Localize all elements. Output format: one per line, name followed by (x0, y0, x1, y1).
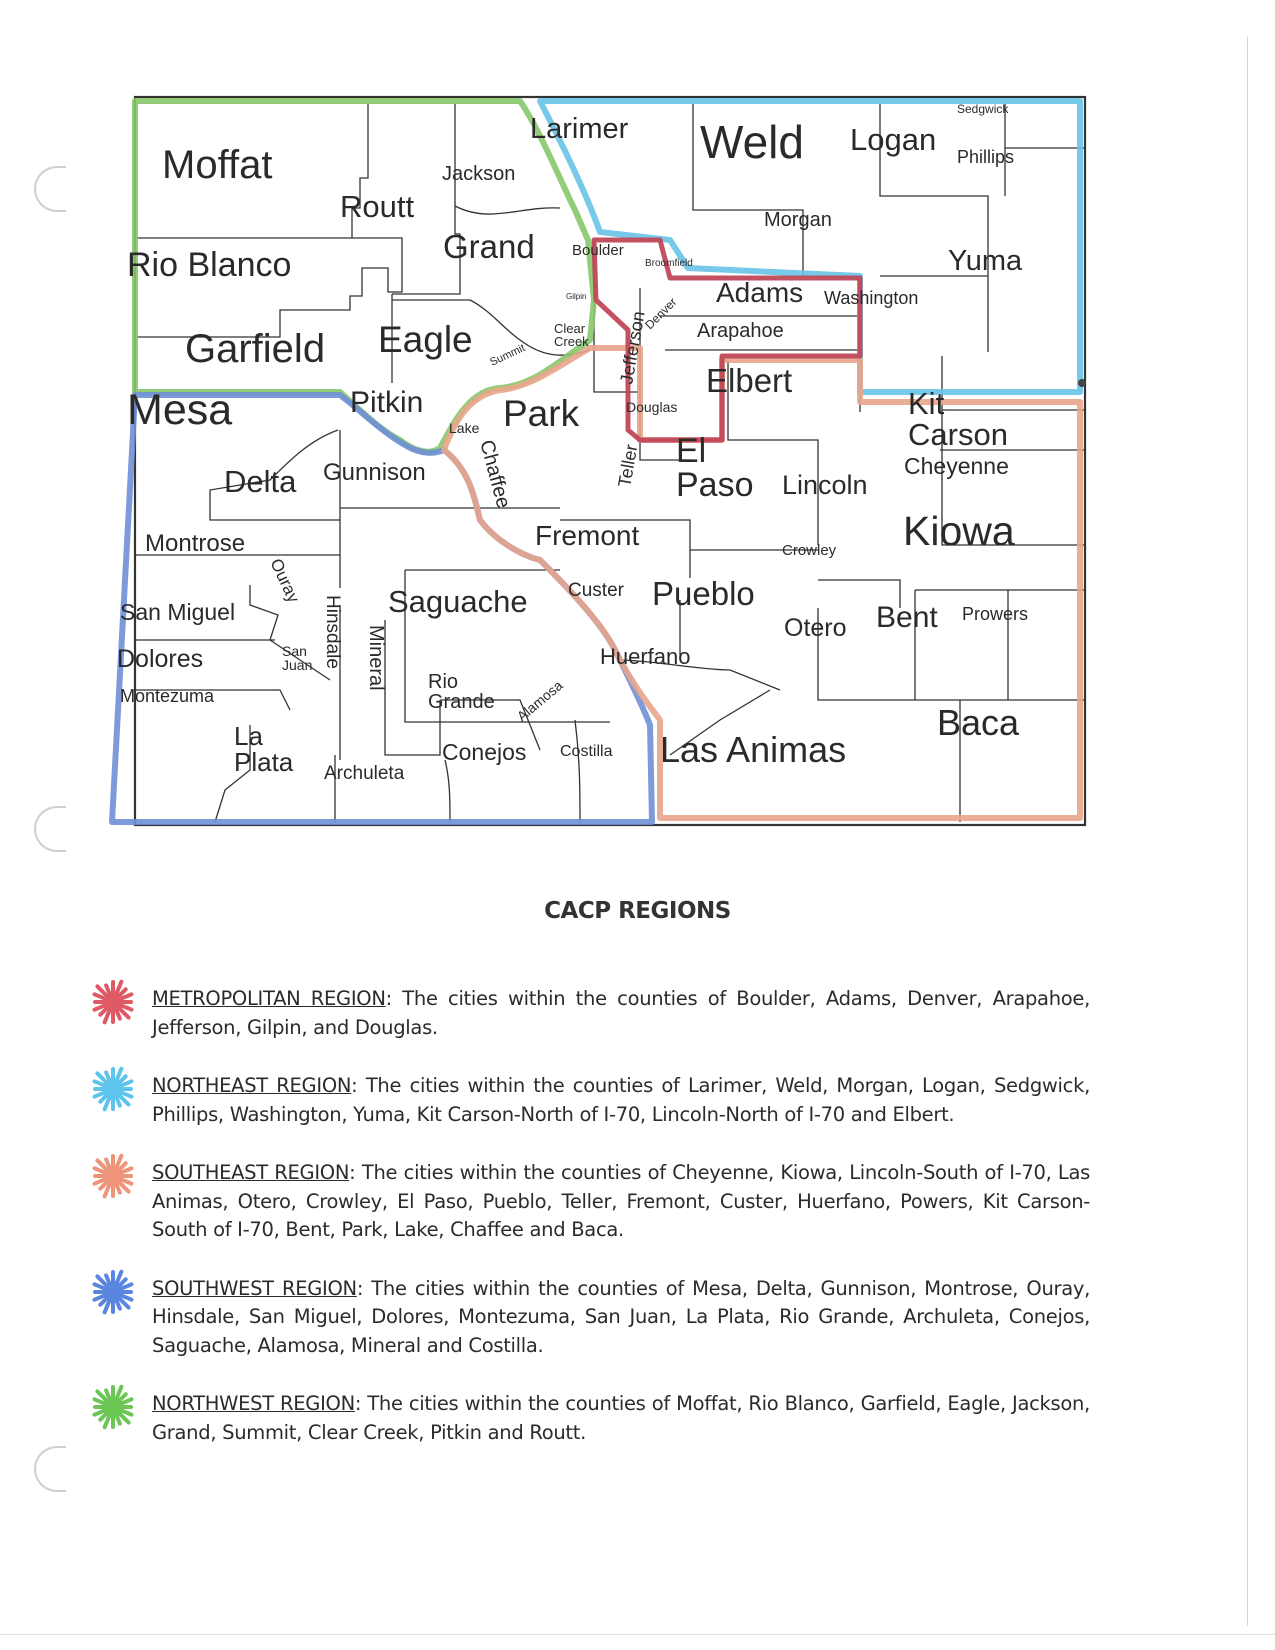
region-northeast-name: NORTHEAST REGION (152, 1074, 352, 1097)
region-metropolitan-description: : The cities within the counties of Boulder, Adams, Denver, Arapahoe, Jefferson, Gilpin, and Douglas. (152, 987, 1090, 1039)
region-list (90, 985, 1090, 1477)
county-label-larimer: Larimer (530, 113, 629, 145)
county-label-ouray: Ouray (266, 555, 304, 606)
binder-hole-bottom (34, 1446, 66, 1492)
county-label-el-paso: El Paso (676, 432, 754, 504)
county-label-montezuma: Montezuma (120, 686, 215, 706)
county-label-dolores: Dolores (117, 645, 204, 673)
county-label-gunnison: Gunnison (323, 459, 426, 486)
region-southeast-text (152, 1159, 1090, 1245)
county-label-morgan: Morgan (764, 209, 832, 231)
county-label-rio-grande: Rio Grande (428, 671, 495, 713)
county-label-mineral: Mineral (365, 625, 387, 691)
county-label-lincoln: Lincoln (782, 470, 868, 500)
county-label-park: Park (503, 393, 580, 434)
map-corner-dot (1078, 379, 1086, 387)
region-northeast-text (152, 1072, 1090, 1129)
county-label-broomfield: Broomfield (645, 258, 693, 269)
red-asterisk-icon (90, 979, 136, 1025)
county-label-custer: Custer (568, 580, 624, 601)
county-label-lake: Lake (449, 420, 480, 436)
county-label-baca: Baca (937, 702, 1020, 743)
salmon-asterisk-icon (90, 1153, 136, 1199)
page-edge-bottom (0, 1634, 1275, 1635)
region-northwest-text (152, 1390, 1090, 1447)
county-label-hinsdale: Hinsdale (322, 595, 343, 669)
county-label-costilla: Costilla (560, 743, 613, 760)
county-label-fremont: Fremont (535, 520, 640, 551)
region-metropolitan-text (152, 985, 1090, 1042)
green-asterisk-icon (90, 1384, 136, 1430)
county-label-weld: Weld (700, 116, 804, 168)
county-label-teller: Teller (614, 442, 642, 489)
region-southwest-description: : The cities within the counties of Mesa, Delta, Gunnison, Montrose, Ouray, Hinsdale, San Miguel, Dolores, Montezuma, San Juan, La Plata, Rio Grande, Archuleta, Conejos, Saguache, Alamosa, Mineral and Costilla. (152, 1276, 1091, 1357)
county-label-jackson: Jackson (442, 163, 516, 185)
county-label-crowley: Crowley (782, 542, 837, 559)
county-label-otero: Otero (784, 614, 847, 642)
county-label-san-miguel: San Miguel (120, 599, 236, 625)
county-label-saguache: Saguache (388, 584, 528, 619)
region-southwest-name: SOUTHWEST REGION (152, 1276, 357, 1300)
county-label-kit-carson: Kit Carson (908, 386, 1008, 452)
county-label-sedgwick: Sedgwick (957, 102, 1009, 116)
region-metropolitan (90, 985, 1090, 1042)
county-label-chaffee: Chaffee (475, 437, 515, 511)
county-label-pueblo: Pueblo (652, 575, 755, 612)
county-label-alamosa: Alamosa (513, 677, 566, 725)
region-southwest-text (152, 1275, 1090, 1361)
county-label-clear-creek: Clear Creek (554, 321, 589, 349)
county-label-elbert: Elbert (706, 362, 793, 399)
county-label-cheyenne: Cheyenne (904, 453, 1009, 479)
region-southeast-name: SOUTHEAST REGION (152, 1161, 350, 1184)
county-label-pitkin: Pitkin (350, 386, 424, 419)
county-label-adams: Adams (716, 277, 804, 308)
blue-asterisk-icon (90, 1269, 136, 1315)
county-label-logan: Logan (850, 122, 937, 157)
county-label-douglas: Douglas (626, 399, 678, 415)
county-label-garfield: Garfield (185, 327, 326, 371)
region-northeast (90, 1072, 1090, 1129)
county-label-la-plata: La Plata (234, 721, 294, 777)
page-title: CACP REGIONS (544, 898, 731, 924)
county-label-kiowa: Kiowa (903, 508, 1015, 554)
county-label-eagle: Eagle (378, 319, 473, 360)
county-label-routt: Routt (340, 189, 415, 224)
region-northwest-name: NORTHWEST REGION (152, 1392, 355, 1415)
county-label-mesa: Mesa (127, 386, 233, 434)
county-label-jefferson: Jefferson (616, 309, 649, 386)
county-label-rio-blanco: Rio Blanco (127, 246, 292, 284)
region-northeast-description: : The cities within the counties of Larimer, Weld, Morgan, Logan, Sedgwick, Phillips, Washington, Yuma, Kit Carson-North of I-70, Lincoln-North of I-70 and Elbert. (152, 1074, 1090, 1126)
county-label-grand: Grand (443, 228, 535, 265)
county-label-delta: Delta (224, 464, 297, 499)
region-northwest (90, 1390, 1090, 1447)
county-label-boulder: Boulder (572, 242, 624, 259)
light-blue-asterisk-icon (90, 1066, 136, 1112)
county-label-archuleta: Archuleta (324, 763, 405, 784)
county-label-moffat: Moffat (162, 143, 273, 187)
county-label-las-animas: Las Animas (660, 729, 847, 770)
region-southeast-description: : The cities within the counties of Cheyenne, Kiowa, Lincoln-South of I-70, Las Animas, Otero, Crowley, El Paso, Pueblo, Teller, Fremont, Custer, Huerfano, Powers, Kit Carson-South of I-70, Bent, Park, Lake, Chaffee and Baca. (152, 1161, 1090, 1241)
county-label-montrose: Montrose (145, 530, 246, 557)
county-label-bent: Bent (876, 601, 938, 634)
county-label-washington: Washington (824, 288, 919, 308)
county-label-san-juan: San Juan (282, 643, 313, 673)
region-northwest-description: : The cities within the counties of Moffat, Rio Blanco, Garfield, Eagle, Jackson, Grand, Summit, Clear Creek, Pitkin and Routt. (152, 1392, 1090, 1444)
region-metropolitan-name: METROPOLITAN REGION (152, 987, 386, 1010)
county-label-denver: Denver (642, 294, 680, 333)
county-label-summit: Summit (488, 342, 528, 369)
region-southeast (90, 1159, 1090, 1245)
county-label-arapahoe: Arapahoe (697, 320, 784, 342)
county-label-phillips: Phillips (957, 147, 1015, 167)
county-label-prowers: Prowers (962, 604, 1029, 624)
county-label-conejos: Conejos (442, 739, 527, 765)
county-label-yuma: Yuma (948, 245, 1023, 277)
region-southwest (90, 1275, 1090, 1361)
county-label-huerfano: Huerfano (600, 644, 691, 669)
county-label-gilpin: Gilpin (566, 292, 587, 301)
